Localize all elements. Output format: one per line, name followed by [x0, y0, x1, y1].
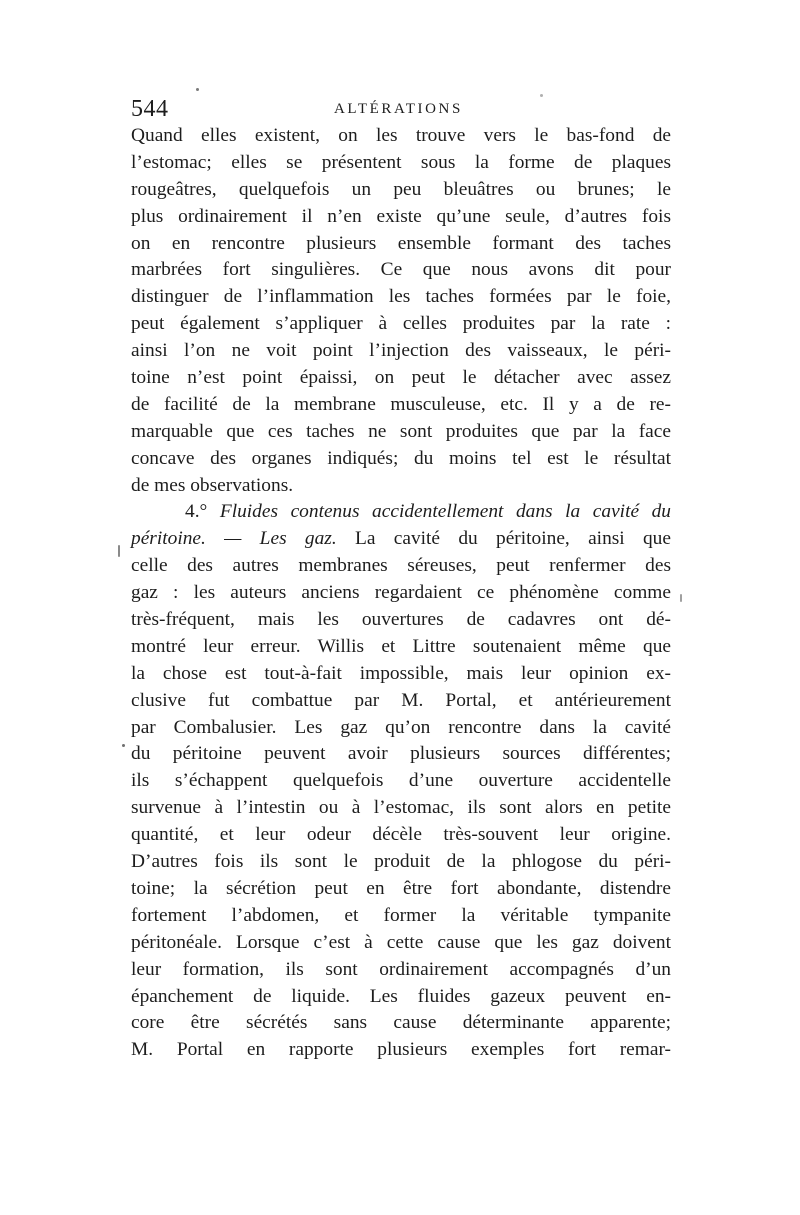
- text-line: épanchement de liquide. Les fluides gazeux peuvent en-: [131, 985, 671, 1007]
- running-head: [131, 96, 671, 126]
- paper-speck: [540, 94, 543, 97]
- section-heading-line: [131, 499, 671, 526]
- paper-speck: [680, 594, 682, 602]
- text-line: D’autres fois ils sont le produit de la phlogose du péri-: [131, 851, 671, 873]
- text-line: fortement l’abdomen, et former la véritable tympanite: [131, 904, 671, 926]
- text-line: gaz : les auteurs anciens regardaient ce phénomène comme: [131, 582, 671, 604]
- text-line: très-fréquent, mais les ouvertures de cadavres ont dé-: [131, 609, 671, 631]
- text-line: core être sécrétés sans cause déterminante apparente;: [131, 1012, 671, 1034]
- text-line: marbrées fort singulières. Ce que nous avons dit pour: [131, 259, 671, 281]
- text-line: M. Portal en rapporte plusieurs exemples fort remar-: [131, 1039, 671, 1061]
- section-heading: Fluides contenus accidentellement dans la cavité du: [219, 501, 671, 523]
- paper-speck: [122, 744, 125, 747]
- text-line: distinguer de l’inflammation les taches formées par le foie,: [131, 286, 671, 308]
- paper-speck: [196, 88, 199, 91]
- body-text: [131, 123, 671, 1064]
- text-line: clusive fut combattue par M. Portal, et antérieurement: [131, 689, 671, 711]
- text-line: plus ordinairement il n’en existe qu’une seule, d’autres fois: [131, 205, 671, 227]
- text-line: par Combalusier. Les gaz qu’on rencontre dans la cavité: [131, 716, 671, 738]
- text-line: celle des autres membranes séreuses, peut renfermer des: [131, 555, 671, 577]
- text-line: rougeâtres, quelquefois un peu bleuâtres ou brunes; le: [131, 178, 671, 200]
- section-subheading: péritoine. — Les gaz.: [131, 528, 337, 550]
- page-number: 544: [131, 96, 169, 122]
- text-line: Quand elles existent, on les trouve vers le bas-fond de: [131, 125, 671, 146]
- text-line: leur formation, ils sont ordinairement accompagnés d’un: [131, 958, 671, 980]
- text-run: La cavité du péritoine, ainsi que: [336, 528, 671, 550]
- text-line: l’estomac; elles se présentent sous la forme de plaques: [131, 151, 671, 173]
- text-line: péritonéale. Lorsque c’est à cette cause que les gaz doivent: [131, 931, 671, 953]
- paper-speck: [118, 545, 120, 557]
- text-line: montré leur erreur. Willis et Littre soutenaient même que: [131, 635, 671, 657]
- text-line: peut également s’appliquer à celles produites par la rate :: [131, 313, 671, 335]
- text-line: on en rencontre plusieurs ensemble formant des taches: [131, 232, 671, 254]
- text-line: quantité, et leur odeur décèle très-souvent leur origine.: [131, 824, 671, 846]
- text-line: marquable que ces taches ne sont produites que par la face: [131, 420, 671, 442]
- text-line: du péritoine peuvent avoir plusieurs sources différentes;: [131, 743, 671, 765]
- running-title: ALTÉRATIONS: [334, 101, 463, 117]
- text-line: survenue à l’intestin ou à l’estomac, ils sont alors en petite: [131, 797, 671, 819]
- text-line: ils s’échappent quelquefois d’une ouverture accidentelle: [131, 770, 671, 792]
- text-line: concave des organes indiqués; du moins tel est le résultat: [131, 447, 671, 469]
- text-line: la chose est tout-à-fait impossible, mais leur opinion ex-: [131, 662, 671, 684]
- text-line: de mes observations.: [131, 474, 294, 496]
- text-line: ainsi l’on ne voit point l’injection des vaisseaux, le péri-: [131, 340, 671, 362]
- section-number: 4.°: [185, 501, 220, 523]
- text-line: toine n’est point épaissi, on peut le détacher avec assez: [131, 367, 671, 389]
- text-line: de facilité de la membrane musculeuse, etc. Il y a de re-: [131, 393, 671, 415]
- text-line: toine; la sécrétion peut en être fort abondante, distendre: [131, 877, 671, 899]
- section-heading-line: [131, 526, 671, 553]
